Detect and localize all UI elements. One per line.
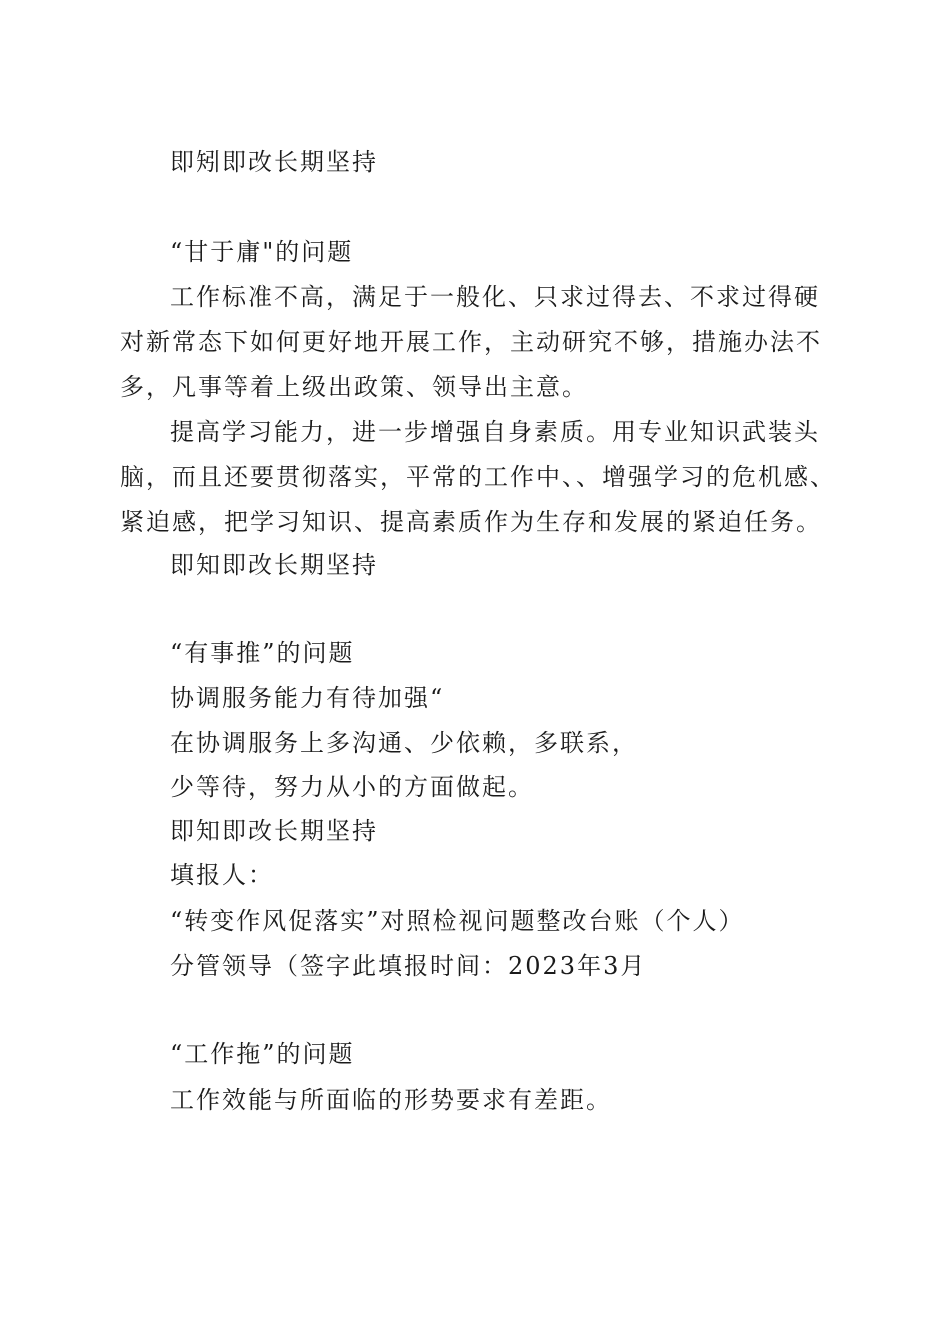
- text-line: 多，凡事等着上级出政策、领导出主意。: [120, 373, 588, 401]
- text-line: 即知即改长期坚持: [170, 817, 378, 845]
- text-line: 少等待，努力从小的方面做起。: [170, 773, 534, 801]
- section-heading: “甘于庸"的问题: [170, 238, 354, 266]
- text-line: “转变作风促落实”对照检视问题整改台账（个人）: [170, 907, 745, 935]
- text-line: 即知即改长期坚持: [170, 551, 378, 579]
- section-heading: “有事推”的问题: [170, 639, 355, 667]
- text-line: 填报人：: [170, 861, 274, 889]
- text-line: 提高学习能力，进一步增强自身素质。用专业知识武装头: [170, 418, 820, 446]
- text-line: 工作标准不高，满足于一般化、只求过得去、不求过得硬: [170, 283, 820, 311]
- text-line: 紧迫感，把学习知识、提高素质作为生存和发展的紧迫任务。: [120, 508, 822, 536]
- text-line: 协调服务能力有待加强“: [170, 684, 445, 712]
- text-line: 在协调服务上多沟通、少依赖，多联系，: [170, 729, 638, 757]
- text-line: 即矧即改长期坚持: [170, 148, 378, 176]
- text-line: 工作效能与所面临的形势要求有差距。: [170, 1086, 612, 1114]
- text-line: 对新常态下如何更好地开展工作，主动研究不够，措施办法不: [120, 328, 822, 356]
- section-heading: “工作拖”的问题: [170, 1040, 355, 1068]
- text-line: 脑，而且还要贯彻落实，平常的工作中、、增强学习的危机感、: [120, 463, 836, 491]
- text-line: 分管领导（签字此填报时间：2023年3月: [170, 952, 647, 980]
